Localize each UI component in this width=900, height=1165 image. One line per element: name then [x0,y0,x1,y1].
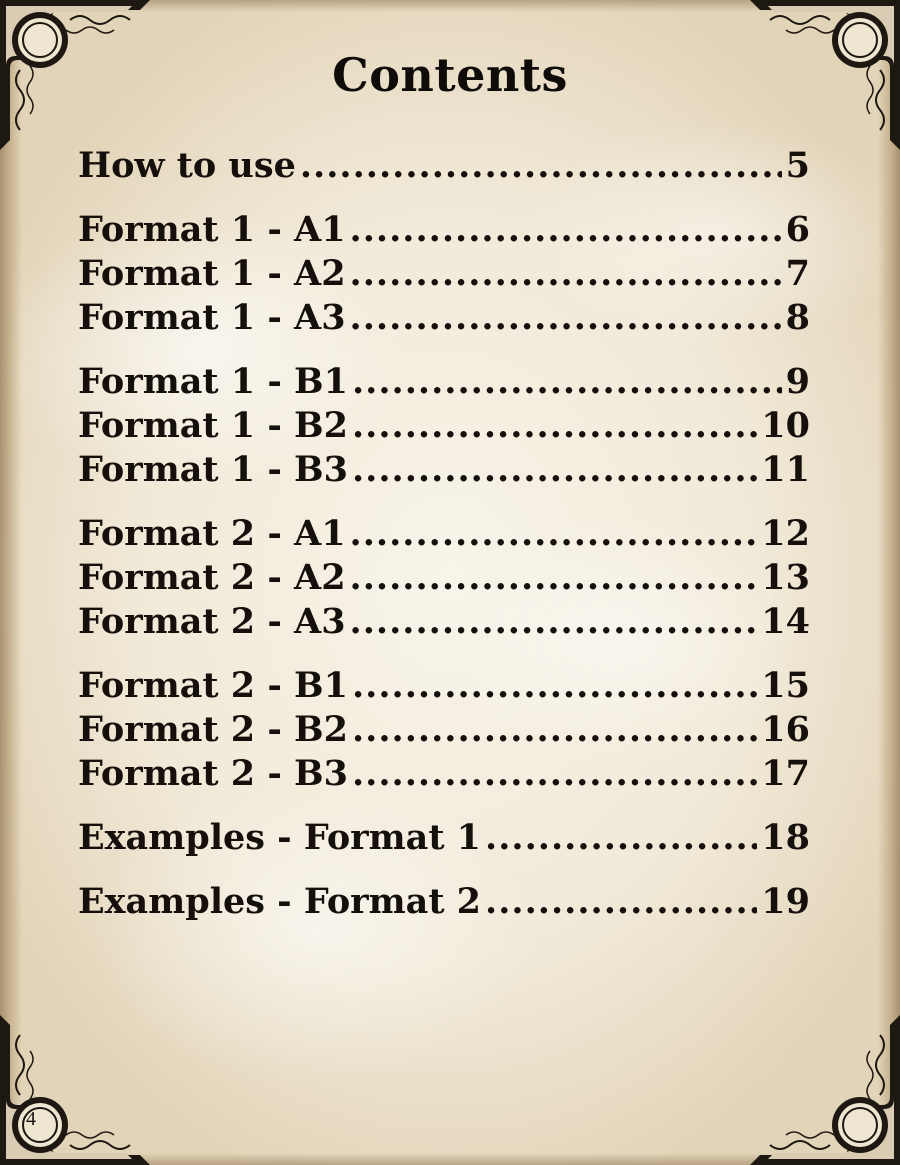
toc-entry-page: 7 [785,253,810,294]
toc-leader-dots [352,665,757,706]
toc-entry-page: 15 [761,665,810,706]
toc-group [78,145,810,189]
toc-entry-label: Examples - Format 2 [78,881,482,922]
toc-entry-label: Format 1 - B2 [78,405,348,446]
toc-entry-label: Format 2 - A1 [78,513,346,554]
toc-leader-dots [350,601,758,642]
toc-entry-label: Format 2 - A2 [78,557,346,598]
toc-leader-dots [352,361,782,402]
toc-group [78,361,810,493]
toc-entry[interactable] [78,709,810,753]
toc-entry-label: Format 1 - A2 [78,253,346,294]
toc-entry[interactable] [78,209,810,253]
toc-entry[interactable] [78,881,810,925]
toc-entry[interactable] [78,665,810,709]
page-edge-left [0,0,22,1165]
toc-leader-dots [352,753,757,794]
toc-entry-label: Examples - Format 1 [78,817,482,858]
toc-group [78,209,810,341]
toc-entry[interactable] [78,297,810,341]
page-title: Contents [332,48,568,102]
toc-entry-page: 5 [785,145,810,186]
toc-leader-dots [485,817,757,858]
toc-entry-label: Format 1 - A1 [78,209,346,250]
toc-entry-page: 9 [785,361,810,402]
toc-entry[interactable] [78,145,810,189]
toc-entry-page: 8 [785,297,810,338]
toc-group [78,881,810,925]
toc-entry[interactable] [78,361,810,405]
toc-entry-page: 18 [761,817,810,858]
toc-leader-dots [352,709,757,750]
toc-entry[interactable] [78,557,810,601]
page-number: 4 [26,1108,36,1130]
toc-leader-dots [350,557,758,598]
toc-entry[interactable] [78,449,810,493]
toc-entry-page: 12 [761,513,810,554]
ornament-corner-bottom-left-icon [0,1015,150,1165]
toc-entry[interactable] [78,601,810,645]
toc-entry-page: 17 [761,753,810,794]
toc-entry[interactable] [78,253,810,297]
toc-group [78,665,810,797]
toc-entry-label: Format 2 - A3 [78,601,346,642]
toc-group [78,817,810,861]
toc-entry-page: 10 [761,405,810,446]
toc-leader-dots [350,297,782,338]
toc-entry-page: 13 [761,557,810,598]
toc-leader-dots [485,881,757,922]
toc-entry-label: Format 1 - B3 [78,449,348,490]
toc-entry-page: 19 [761,881,810,922]
toc-entry[interactable] [78,753,810,797]
toc-leader-dots [352,405,757,446]
toc-entry-page: 14 [761,601,810,642]
toc-leader-dots [350,209,782,250]
page-edge-right [878,0,900,1165]
toc-entry-label: Format 1 - B1 [78,361,348,402]
toc-entry-label: Format 2 - B3 [78,753,348,794]
toc-leader-dots [352,449,757,490]
toc-entry[interactable] [78,513,810,557]
table-of-contents [78,145,810,945]
toc-entry-label: Format 1 - A3 [78,297,346,338]
ornament-corner-bottom-right-icon [750,1015,900,1165]
toc-group [78,513,810,645]
toc-entry-page: 11 [761,449,810,490]
toc-entry-label: How to use [78,145,296,186]
toc-entry-label: Format 2 - B2 [78,709,348,750]
toc-leader-dots [300,145,782,186]
toc-leader-dots [350,513,758,554]
toc-entry-page: 6 [785,209,810,250]
toc-entry-page: 16 [761,709,810,750]
toc-entry-label: Format 2 - B1 [78,665,348,706]
toc-entry[interactable] [78,817,810,861]
toc-entry[interactable] [78,405,810,449]
toc-leader-dots [350,253,782,294]
